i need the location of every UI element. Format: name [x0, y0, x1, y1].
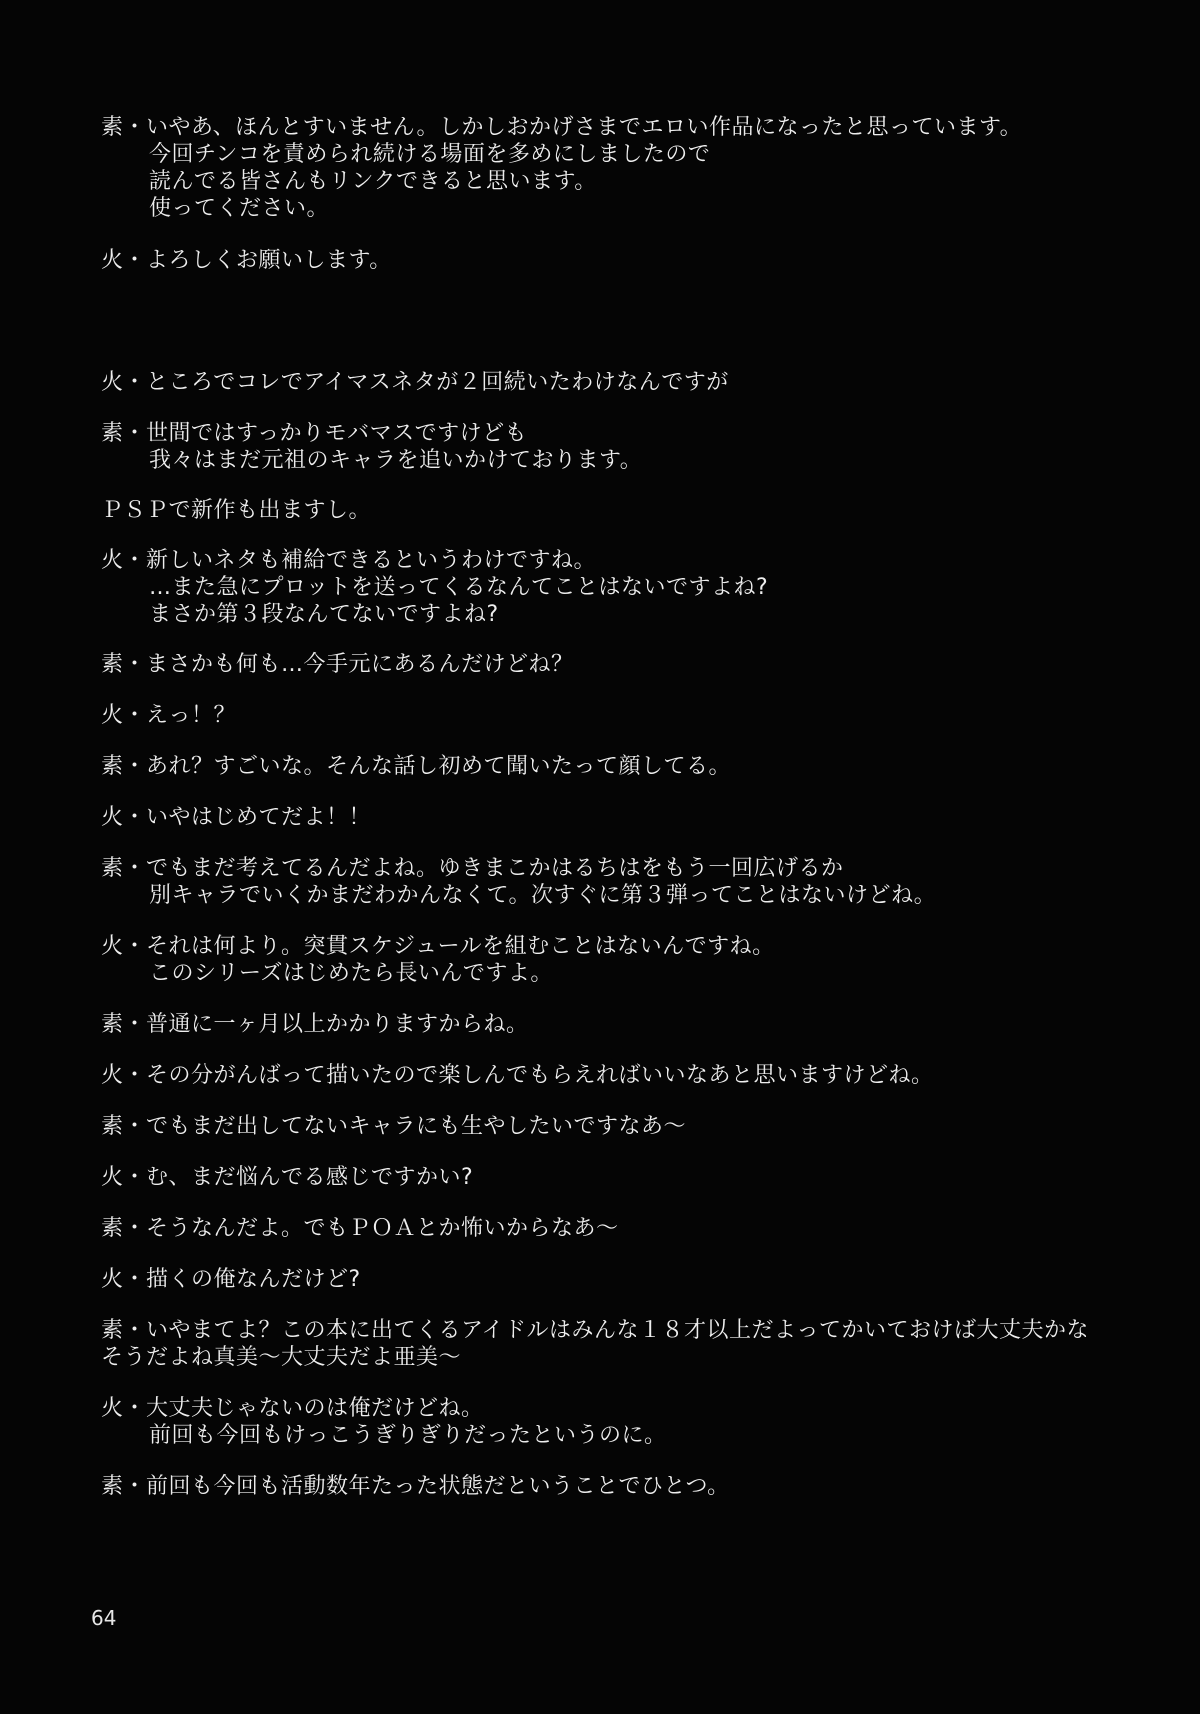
dialogue-block	[101, 497, 1161, 524]
dialogue-line: 火・いやはじめてだよ！！	[101, 805, 372, 830]
dialogue-line: 火・む、まだ悩んでる感じですかい?	[101, 1165, 474, 1190]
dialogue-line: まさか第３段なんてないですよね?	[149, 602, 499, 627]
dialogue-line: 素・まさかも何も…今手元にあるんだけどね？	[101, 652, 574, 677]
dialogue-block	[101, 114, 1161, 222]
dialogue-block	[101, 1395, 1161, 1449]
dialogue-block	[101, 1062, 1161, 1089]
dialogue-line: 火・それは何より。突貫スケジュールを組むことはないんですね。	[101, 934, 775, 959]
dialogue-block	[101, 1266, 1161, 1293]
dialogue-block	[101, 420, 1161, 474]
dialogue-line: 火・新しいネタも補給できるというわけですね。	[101, 548, 597, 573]
dialogue-line: 素・でもまだ出してないキャラにも生やしたいですなあ～	[101, 1114, 687, 1139]
dialogue-line: このシリーズはじめたら長いんですよ。	[149, 961, 553, 986]
dialogue-line: 素・でもまだ考えてるんだよね。ゆきまこかはるちはをもう一回広げるか	[101, 856, 844, 881]
dialogue-line: 素・前回も今回も活動数年たった状態だということでひとつ。	[101, 1474, 730, 1499]
dialogue-block	[101, 1473, 1161, 1500]
dialogue-block	[101, 753, 1161, 780]
dialogue-block	[101, 369, 1161, 396]
dialogue-line: 素・そうなんだよ。でもＰＯＡとか怖いからなあ～	[101, 1216, 619, 1241]
dialogue-line: 素・いやまてよ？この本に出てくるアイドルはみんな１８才以上だよってかいておけば大丈夫かな	[101, 1318, 1090, 1343]
dialogue-line: 使ってください。	[149, 196, 330, 221]
dialogue-line: 火・ところでコレでアイマスネタが２回続いたわけなんですが	[101, 370, 729, 395]
dialogue-line: 火・えっ！？	[101, 703, 237, 728]
dialogue-line: …また急にプロットを送ってくるなんてことはないですよね?	[149, 575, 769, 600]
dialogue-line: そうだよね真美～大丈夫だよ亜美～	[101, 1345, 462, 1370]
dialogue-block	[101, 651, 1161, 678]
dialogue-block	[101, 547, 1161, 628]
dialogue-line: 素・いやあ、ほんとすいません。しかしおかげさまでエロい作品になったと思っています。	[101, 115, 1023, 140]
dialogue-line: 火・その分がんばって描いたので楽しんでもらえればいいなあと思いますけどね。	[101, 1063, 934, 1088]
dialogue-line: 別キャラでいくかまだわかんなくて。次すぐに第３弾ってことはないけどね。	[149, 883, 937, 908]
dialogue-block	[101, 933, 1161, 987]
dialogue-block	[101, 1113, 1161, 1140]
dialogue-line: 火・よろしくお願いします。	[101, 248, 392, 273]
dialogue-line: 素・世間ではすっかりモバマスですけども	[101, 421, 528, 446]
dialogue-block	[101, 1317, 1161, 1371]
dialogue-block	[101, 804, 1161, 831]
page-number: 64	[91, 1606, 117, 1630]
dialogue-line: 火・大丈夫じゃないのは俺だけどね。	[101, 1396, 484, 1421]
dialogue-block	[101, 1215, 1161, 1242]
dialogue-transcript	[101, 114, 1161, 1500]
dialogue-line: 我々はまだ元祖のキャラを追いかけております。	[149, 448, 643, 473]
dialogue-block	[101, 702, 1161, 729]
dialogue-line: 読んでる皆さんもリンクできると思います。	[149, 169, 597, 194]
dialogue-line: 今回チンコを責められ続ける場面を多めにしましたので	[149, 142, 711, 167]
dialogue-line: 前回も今回もけっこうぎりぎりだったというのに。	[149, 1423, 667, 1448]
dialogue-line: ＰＳＰで新作も出ますし。	[101, 498, 372, 523]
dialogue-line: 素・あれ？すごいな。そんな話し初めて聞いたって顔してる。	[101, 754, 732, 779]
dialogue-block	[101, 1164, 1161, 1191]
dialogue-block	[101, 1011, 1161, 1038]
dialogue-line: 素・普通に一ヶ月以上かかりますからね。	[101, 1012, 529, 1037]
dialogue-line: 火・描くの俺なんだけど?	[101, 1267, 361, 1292]
dialogue-block	[101, 247, 1161, 274]
dialogue-block	[101, 855, 1161, 909]
